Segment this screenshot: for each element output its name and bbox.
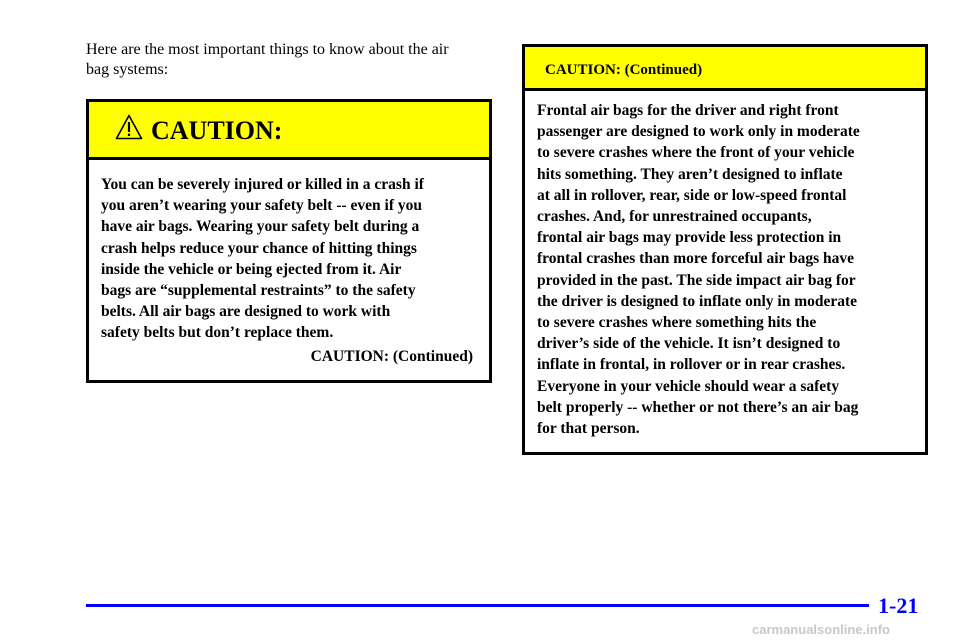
- continued-line: at all in rollover, rear, side or low-speed frontal: [537, 186, 847, 204]
- continued-line: Everyone in your vehicle should wear a safety: [537, 377, 840, 395]
- watermark: carmanualsonline.info: [752, 622, 890, 637]
- continued-box-body: [525, 91, 925, 439]
- continued-line: Frontal air bags for the driver and right front: [537, 102, 839, 119]
- caution-line: belts. All air bags are designed to work with: [101, 303, 391, 321]
- continued-line: inflate in frontal, in rollover or in rear crashes.: [537, 356, 846, 374]
- caution-box: [86, 99, 492, 383]
- continued-line: crashes. And, for unrestrained occupants,: [537, 208, 812, 226]
- footer-rule: [86, 604, 869, 607]
- continued-line: passenger are designed to work only in moderate: [537, 123, 860, 141]
- caution-line: crash helps reduce your chance of hitting things: [101, 239, 417, 257]
- continued-title: CAUTION: (Continued): [545, 62, 703, 78]
- continued-line: belt properly -- whether or not there’s an air bag: [537, 398, 859, 416]
- caution-line: safety belts but don’t replace them.: [101, 324, 334, 342]
- continued-line: to severe crashes where something hits the: [537, 314, 817, 332]
- caution-box-body: [89, 160, 489, 367]
- continued-line: frontal crashes than more forceful air bags have: [537, 250, 855, 268]
- caution-line: you aren’t wearing your safety belt -- even if you: [101, 197, 423, 215]
- caution-title: CAUTION:: [151, 116, 283, 145]
- caution-line: bags are “supplemental restraints” to the safety: [101, 282, 416, 300]
- continued-line: provided in the past. The side impact air bag for: [537, 271, 856, 289]
- caution-continued-label: CAUTION: (Continued): [310, 347, 473, 365]
- caution-box-header: [89, 102, 489, 160]
- caution-line: You can be severely injured or killed in a crash if: [101, 176, 424, 193]
- warning-triangle-icon: [115, 114, 143, 140]
- intro-paragraph: [86, 40, 496, 80]
- continued-box-header: [525, 47, 925, 91]
- continued-line: hits something. They aren’t designed to inflate: [537, 165, 843, 183]
- continued-line: driver’s side of the vehicle. It isn’t designed to: [537, 335, 841, 353]
- continued-line: the driver is designed to inflate only in moderate: [537, 292, 858, 310]
- continued-caution-box: [522, 44, 928, 455]
- intro-line-2: bag systems:: [86, 61, 169, 78]
- caution-line: inside the vehicle or being ejected from it. Air: [101, 260, 402, 278]
- caution-line: have air bags. Wearing your safety belt during a: [101, 218, 420, 236]
- continued-line: frontal air bags may provide less protection in: [537, 229, 842, 247]
- page-number: 1-21: [878, 593, 919, 618]
- continued-line: to severe crashes where the front of your vehicle: [537, 144, 855, 162]
- intro-line-1: Here are the most important things to know about the air: [86, 41, 449, 58]
- continued-line: for that person.: [537, 420, 640, 438]
